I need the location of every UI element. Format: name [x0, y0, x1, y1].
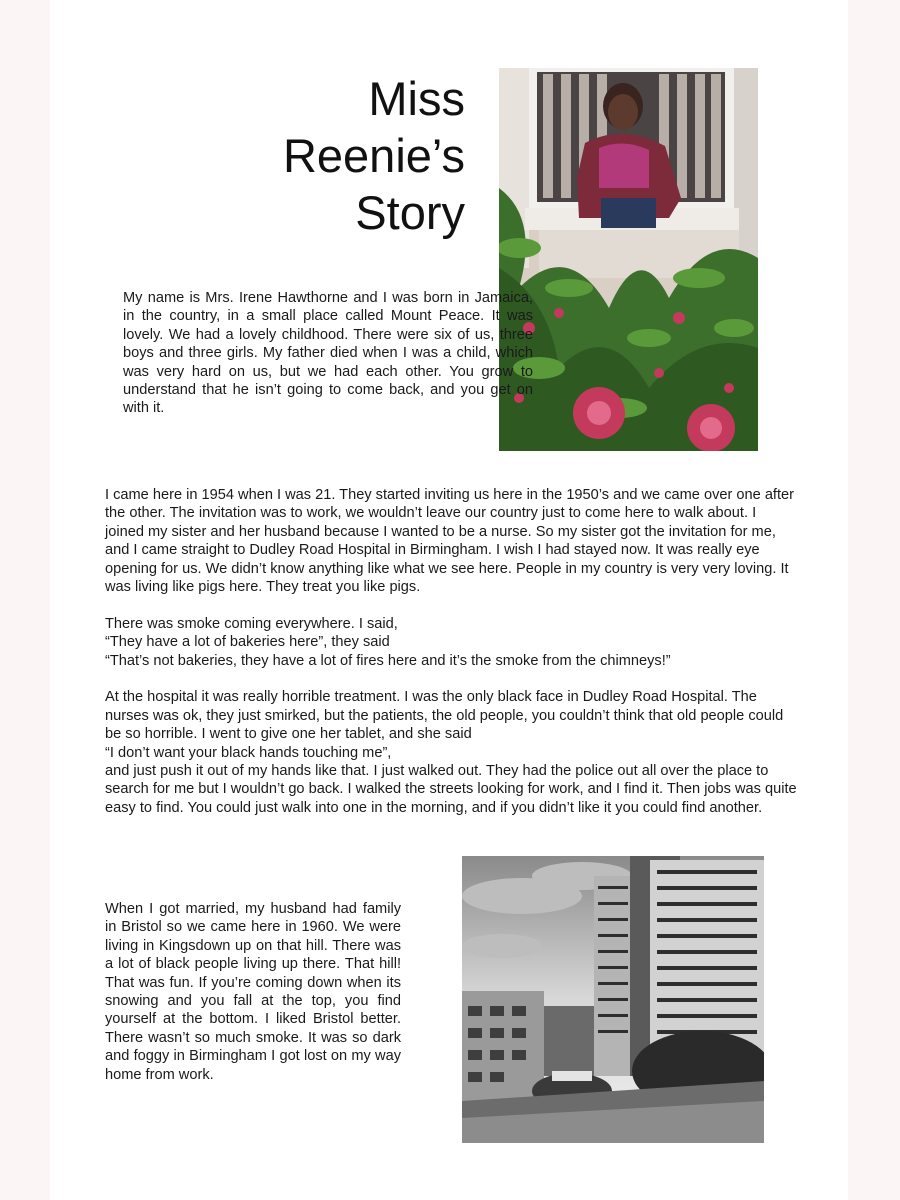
smoke-line-1: There was smoke coming everywhere. I said, — [105, 615, 398, 632]
intro-paragraph: My name is Mrs. Irene Hawthorne and I was born in Jamaica, in the country, in a small place called Mount Peace. It was lovely. We had a lovely childhood. There were six of us, three boys and three girls. My father died when I was a child, which was very hard on us, but we had each other. You grow to understand that he isn’t going to come back, and you get on with it. — [123, 290, 533, 417]
story-body — [105, 486, 797, 836]
document-page — [50, 0, 848, 1200]
story-paragraph-hospital — [105, 688, 797, 817]
tower-blocks-photo — [462, 856, 764, 1143]
hospital-quote: “I don’t want your black hands touching me”, — [105, 744, 392, 761]
hospital-text-part-1: At the hospital it was really horrible treatment. I was the only black face in Dudley Road Hospital. The nurses was ok, they just smirked, but the patients, the old people, you couldn’t think that old people could be so horrible. I went to give one her tablet, and she said — [105, 689, 784, 743]
bristol-paragraph: When I got married, my husband had family in Bristol so we came here in 1960. We were living in Kingsdown up on that hill. There was a lot of black people living up there. That hill! That was fun. If you’re coming down when its snowing and you fall at the top, you find yourself at the bottom. I liked Bristol better. There wasn’t so much smoke. It was so dark and foggy in Birmingham I got lost on my way home from work. — [105, 901, 401, 1083]
smoke-line-2: “They have a lot of bakeries here”, they said — [105, 634, 390, 651]
smoke-line-3: “That’s not bakeries, they have a lot of fires here and it’s the smoke from the chimneys!” — [105, 652, 671, 669]
garden-portrait-photo — [499, 68, 758, 451]
title-line-3: Story — [355, 186, 465, 239]
story-paragraph-arrival: I came here in 1954 when I was 21. They started inviting us here in the 1950’s and we came over one after the other. The invitation was to work, we wouldn’t leave our country just to come here to walk about. I joined my sister and her husband because I wanted to be a nurse. So my sister got the invitation for me, and I came straight to Dudley Road Hospital in Birmingham. I wish I had stayed now. It was really eye opening for us. We didn’t know anything like what we see here. People in my country is very very loving. It was living like pigs here. They treat you like pigs. — [105, 487, 795, 596]
page-title — [165, 70, 465, 241]
title-line-2: Reenie’s — [282, 129, 465, 182]
title-line-1: Miss — [368, 72, 465, 125]
hospital-text-part-2: and just push it out of my hands like that. I just walked out. They had the police out all over the place to search for me but I wouldn’t go back. I walked the streets looking for work, and I find it. Then jobs was quite easy to find. You could just walk into one in the morning, and if you didn’t like it you could find another. — [105, 763, 797, 816]
story-paragraph-smoke — [105, 615, 797, 670]
